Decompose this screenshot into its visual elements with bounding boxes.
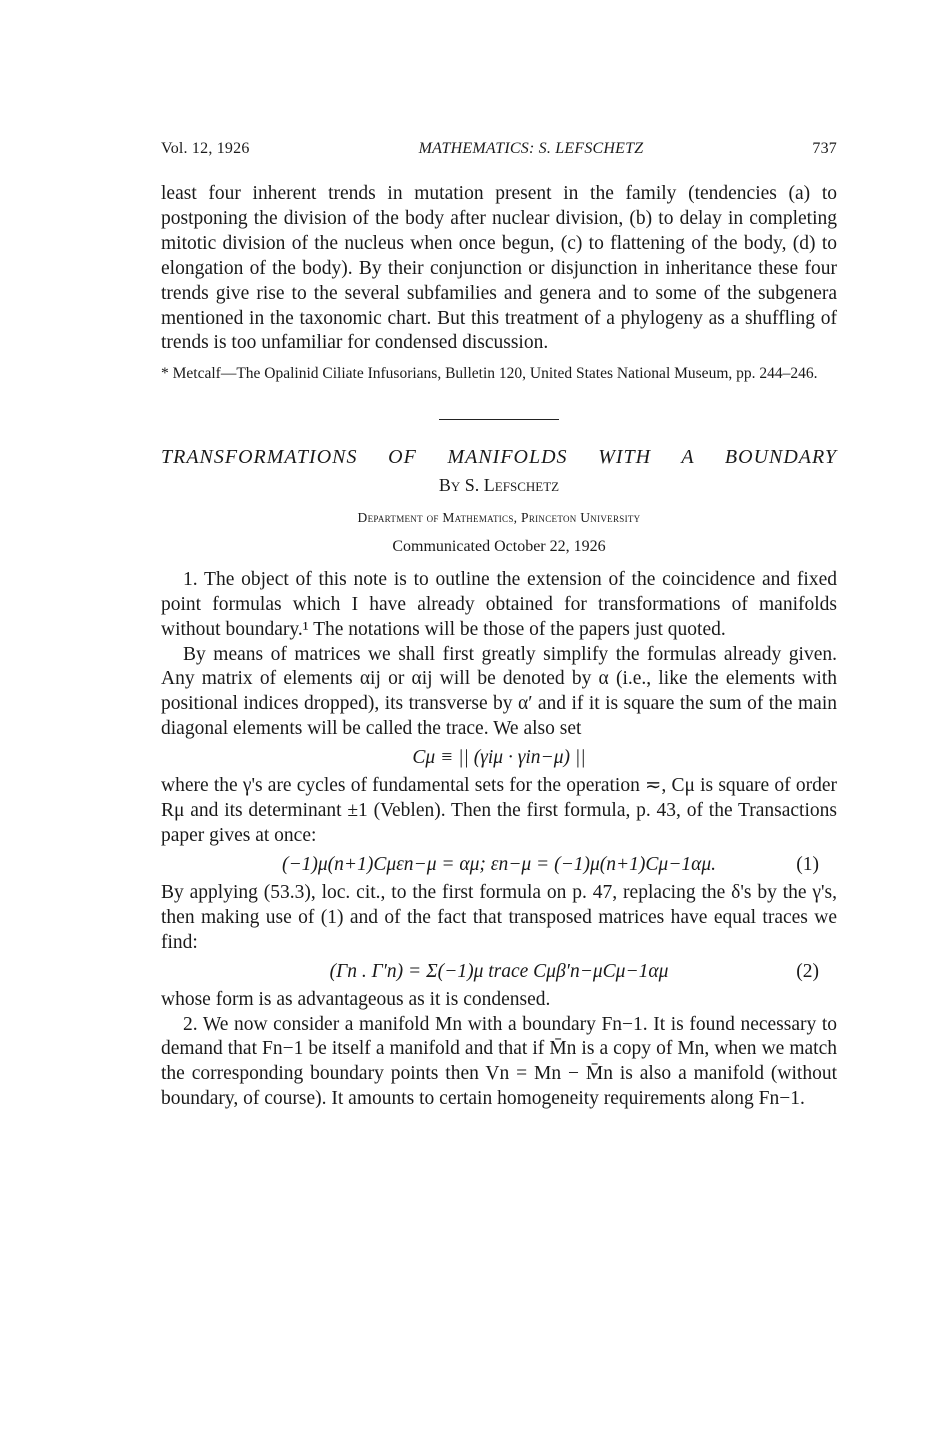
equation-expression: (Γn . Γ′n) = Σ(−1)μ trace Cμβ′n−μCμ−1αμ: [329, 960, 669, 982]
running-title: MATHEMATICS: S. LEFSCHETZ: [418, 140, 644, 157]
paragraph-5: whose form is as advantageous as it is condensed.: [161, 988, 551, 1010]
equation-expression: (−1)μ(n+1)Cμεn−μ = αμ; εn−μ = (−1)μ(n+1)Cμ−1αμ.: [281, 853, 717, 875]
communicated-date: Communicated October 22, 1926: [392, 537, 606, 555]
equation-1: [161, 849, 837, 881]
paragraph-2: By means of matrices we shall first greatly simplify the formulas already given. Any matrix of elements αij or αij will be denoted by α (i.e., like the elements with positional indices dropped), its transverse by α′ and if it is square the sum of the main diagonal elements will be called the trace. We also set: [161, 643, 837, 740]
paragraph-6: 2. We now consider a manifold Mn with a boundary Fn−1. It is found necessary to demand that Fn−1 be itself a manifold and that if M̄n is a copy of Mn, when we match the corresponding boundary points then Vn = Mn − M̄n is also a manifold (without boundary, of course). It amounts to certain homogeneity requirements along Fn−1.: [161, 1013, 837, 1110]
carryover-paragraph: least four inherent trends in mutation present in the family (tendencies (a) to postponing the division of the body after nuclear division, (b) to delay in completing mitotic division of the nucleus when once begun, (c) to flattening of the body, (d) to elongation of the body). By their conjunction or disjunction in inheritance these four trends give rise to the several subfamilies and genera and to some of the subgenera mentioned in the taxonomic chart. But this treatment of a phylogeny as a shuffling of trends is too unfamiliar for condensed discussion.: [161, 183, 837, 354]
equation-number: (2): [796, 960, 819, 982]
article-title: TRANSFORMATIONS OF MANIFOLDS WITH A BOUNDARY: [161, 445, 837, 468]
equation-expression: Cμ ≡ || (γiμ · γin−μ) ||: [412, 747, 586, 769]
equation-number: (1): [796, 853, 819, 875]
section-divider: [439, 419, 559, 420]
volume-label: Vol. 12, 1926: [161, 140, 250, 157]
page: [161, 140, 837, 1112]
footnote: * Metcalf—The Opalinid Ciliate Infusorians, Bulletin 120, United States National Museum, pp. 244–246.: [161, 365, 818, 383]
affiliation: Department of Mathematics, Princeton University: [357, 509, 641, 525]
running-head: [161, 140, 837, 158]
paragraph-1: 1. The object of this note is to outline the extension of the coincidence and fixed point formulas which I have already obtained for transformations of manifolds without boundary.¹ The notations will be those of the papers just quoted.: [161, 568, 837, 640]
equation-c-mu: [161, 742, 837, 774]
paragraph-3: where the γ's are cycles of fundamental sets for the operation ≂, Cμ is square of order Rμ and its determinant ±1 (Veblen). Then the first formula, p. 43, of the Transactions paper gives at once:: [161, 775, 837, 846]
byline: By S. Lefschetz: [438, 474, 560, 495]
paragraph-4: By applying (53.3), loc. cit., to the first formula on p. 47, replacing the δ's by the γ's, then making use of (1) and of the fact that transposed matrices have equal traces we find:: [161, 881, 837, 953]
equation-2: [161, 956, 837, 988]
page-number: 737: [812, 140, 837, 157]
